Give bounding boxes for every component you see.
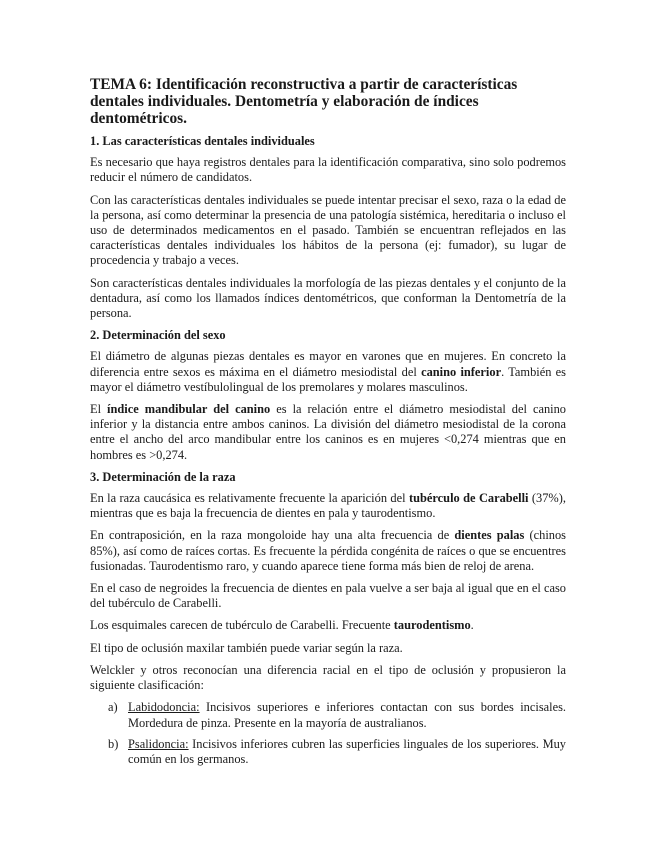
section-2-paragraph-1 (90, 349, 566, 395)
text-run: En la raza caucásica es relativamente frecuente la aparición del (90, 491, 409, 506)
list-item-text (128, 737, 566, 767)
section-2-paragraph-2 (90, 402, 566, 463)
text-run: . (470, 618, 474, 633)
section-1-paragraph-3: Son características dentales individuales la morfología de las piezas dentales y el conjunto de la dentadura, así como los llamados índices dentométricos, que conforman la Dentometría de la persona. (90, 275, 566, 321)
text-run: es la relación entre el diámetro mesiodistal del canino inferior y la distancia entre ambos caninos. La división del diámetro mesiodistal de la corona entre el ancho del arco mandibular entre los caninos es en mujeres <0,274 mientras que en hombres es >0,274. (90, 402, 566, 462)
list-item (108, 700, 566, 730)
section-3-heading: 3. Determinación de la raza (90, 469, 236, 484)
bold-term: canino inferior (421, 364, 502, 379)
list-marker: a) (108, 700, 118, 715)
section-1-heading: 1. Las características dentales individuales (90, 134, 315, 148)
list-item (108, 737, 566, 767)
section-1-paragraph-2: Con las características dentales individuales se puede intentar precisar el sexo, raza o la edad de la persona, así como determinar la presencia de una patología sistémica, hereditaria o incluso el uso de determinados medicamentos en el pasado. También se encuentran reflejados en las características dentales individuales los hábitos de la persona (ej: fumador), su lugar de procedencia y trabajo a veces. (90, 192, 566, 268)
list-term: Labidodoncia: (128, 700, 200, 715)
section-3-paragraph-2 (90, 528, 566, 574)
section-3-paragraph-3: En el caso de negroides la frecuencia de dientes en pala vuelve a ser baja al igual que en el caso del tubérculo de Carabelli. (90, 581, 566, 611)
section-1-paragraph-1: Es necesario que haya registros dentales para la identificación comparativa, sino solo podremos reducir el número de candidatos. (90, 155, 566, 185)
classification-list (90, 700, 566, 767)
text-run: . También es mayor el diámetro vestíbulolingual de los premolares y molares masculinos. (90, 364, 566, 394)
text-run: En contraposición, en la raza mongoloide hay una alta frecuencia de (90, 528, 455, 543)
section-3-paragraph-4 (90, 618, 566, 633)
section-3-paragraph-6: Welckler y otros reconocían una diferencia racial en el tipo de oclusión y propusieron la siguiente clasificación: (90, 662, 566, 693)
list-marker: b) (108, 736, 119, 751)
bold-term: dientes palas (454, 528, 525, 543)
text-run: (37%), mientras que es baja la frecuencia de dientes en pala y taurodentismo. (90, 491, 566, 521)
bold-term: taurodentismo (393, 618, 471, 633)
section-3-paragraph-5: El tipo de oclusión maxilar también puede variar según la raza. (90, 640, 403, 655)
list-description: Incisivos inferiores cubren las superficies linguales de los superiores. Muy común en los germanos. (128, 736, 566, 766)
text-run: Los esquimales carecen de tubérculo de Carabelli. Frecuente (90, 618, 394, 633)
text-run: El diámetro de algunas piezas dentales es mayor en varones que en mujeres. En concreto la diferencia entre sexos es máxima en el diámetro mesiodistal del (90, 349, 566, 379)
text-run: (chinos 85%), así como de raíces cortas. Es frecuente la pérdida congénita de raíces o que se encuentres fusionadas. Taurodentismo raro, y cuando aparece tiene forma más bien de reloj de arena. (90, 528, 567, 573)
document-title: TEMA 6: Identificación reconstructiva a partir de características dentales individuales. Dentometría y elaboración de índices dentométricos. (90, 76, 518, 127)
list-term: Psalidoncia: (128, 736, 189, 751)
text-run: El (90, 402, 108, 417)
section-3-paragraph-1 (90, 491, 566, 521)
list-description: Incisivos superiores e inferiores contactan con sus bordes incisales. Mordedura de pinza. Presente en la mayoría de australianos. (128, 700, 566, 730)
list-item-text (128, 700, 566, 730)
document-page (90, 76, 566, 773)
bold-term: tubérculo de Carabelli (409, 491, 529, 506)
bold-term: índice mandibular del canino (107, 402, 271, 417)
section-2-heading: 2. Determinación del sexo (90, 328, 226, 343)
